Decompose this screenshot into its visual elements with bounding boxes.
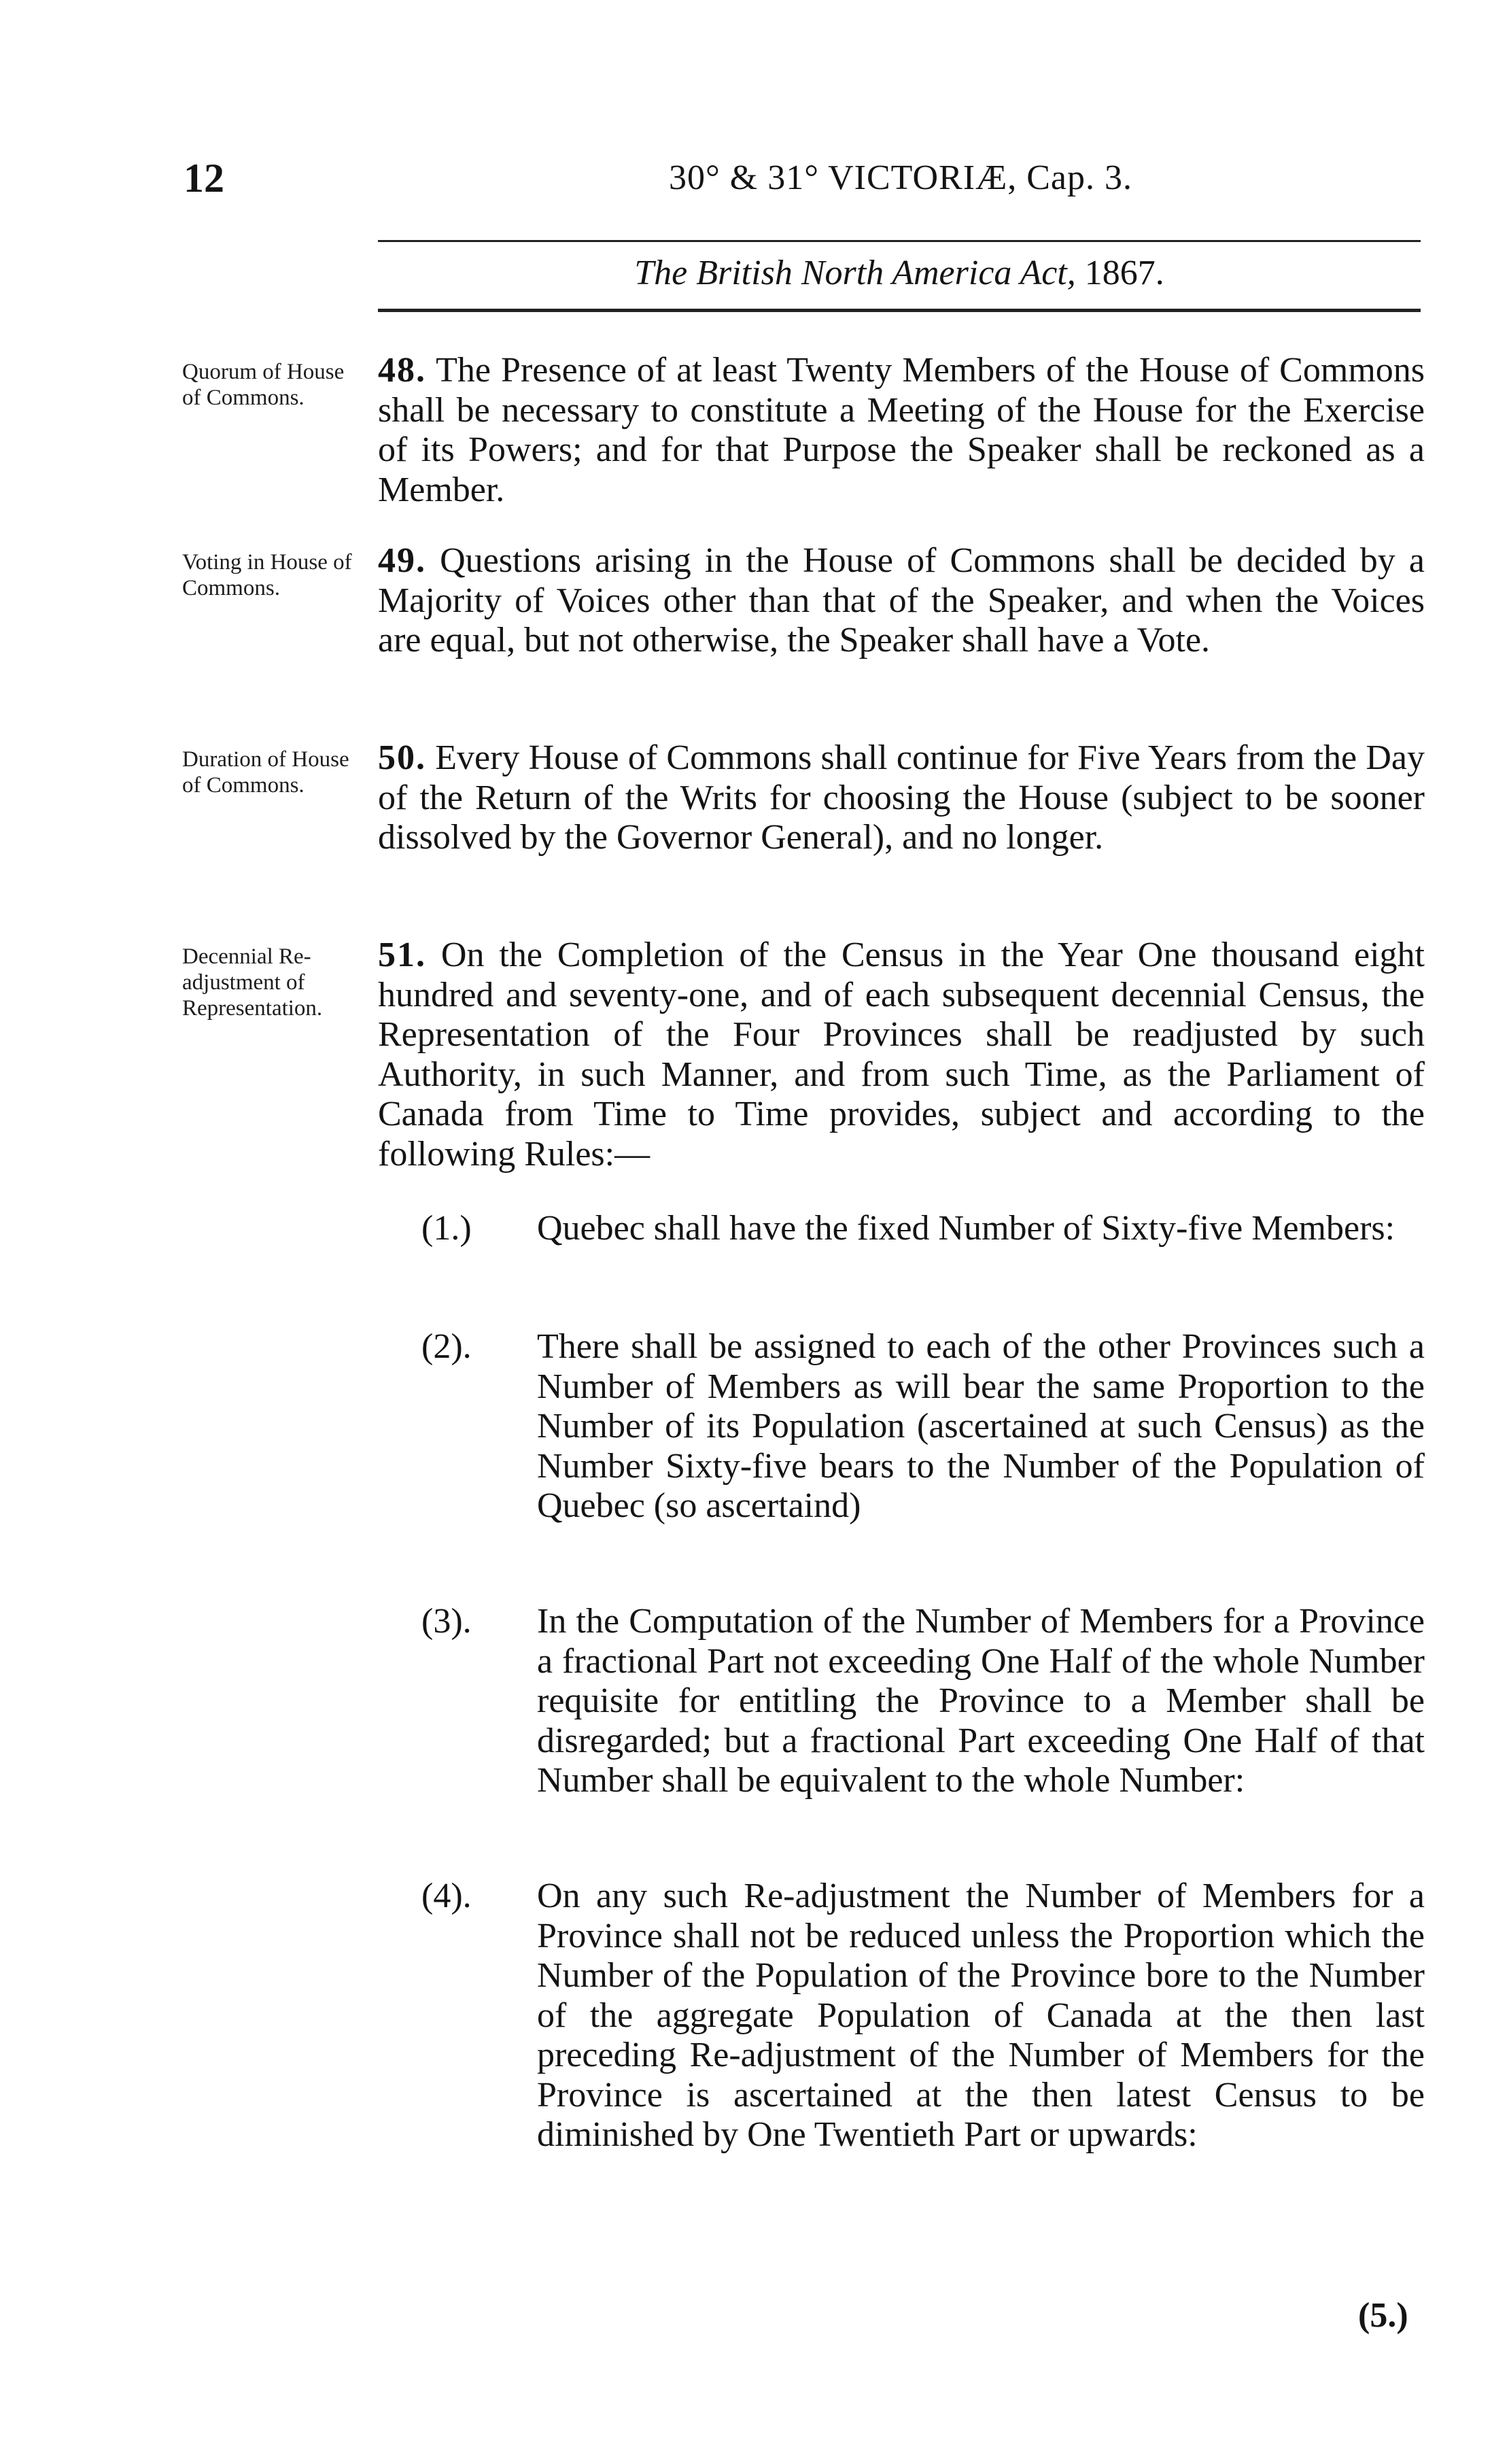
margin-note-voting: Voting in House of Commons. [182, 550, 352, 600]
rule-label: (4). [421, 1877, 472, 1915]
rule-3 [421, 1602, 1425, 1801]
rule-1 [421, 1209, 1425, 1249]
running-head: 30° & 31° VICTORIÆ, Cap. 3. [668, 158, 1133, 197]
section-number: 50. [378, 738, 426, 777]
header-rule-bottom [378, 309, 1421, 312]
section-text: The Presence of at least Twenty Members of the House of Commons shall be necessary to constitute a Meeting of the House for the Exercise of its Powers; and for that Purpose the Speaker shall be reckoned as a Member. [378, 351, 1425, 509]
rule-label: (1.) [421, 1209, 472, 1248]
section-number: 49. [378, 541, 426, 580]
section-49 [378, 541, 1425, 661]
section-50 [378, 738, 1425, 858]
section-48 [378, 351, 1425, 510]
margin-note-readjustment: Decennial Re-adjustment of Representation. [182, 944, 323, 1021]
section-text: Every House of Commons shall continue for Five Years from the Day of the Return of the Writs for choosing the House (subject to be sooner dissolved by the Governor General), and no longer. [378, 738, 1425, 857]
margin-note-quorum: Quorum of House of Commons. [182, 360, 345, 410]
act-title [378, 256, 1421, 291]
act-title-name: The British North America Act, [634, 254, 1076, 292]
header-rule-top [378, 240, 1421, 242]
section-text: On the Completion of the Census in the Year One thousand eight hundred and seventy-one, and of each subsequent decennial Census, the Representation of the Four Provinces shall be readjusted by such Authority, in such Manner, and from such Time, as the Parliament of Canada from Time to Time provides, subject and according to the following Rules:— [378, 936, 1425, 1174]
rule-text: On any such Re-adjustment the Number of Members for a Province shall not be reduced unless the Proportion which the Number of the Population of the Province bore to the Number of the aggregate Population of Canada at the then last preceding Re-adjustment of the Number of Members for the Province is ascertained at the then latest Census to be diminished by One Twentieth Part or upwards: [537, 1877, 1425, 2154]
rule-text: In the Computation of the Number of Members for a Province a fractional Part not exceeding One Half of the whole Number requisite for entitling the Province to a Member shall be disregarded; but a fractional Part exceeding One Half of that Number shall be equivalent to the whole Number: [537, 1602, 1425, 1800]
rule-text: Quebec shall have the fixed Number of Sixty-five Members: [537, 1209, 1395, 1248]
rule-label: (3). [421, 1602, 472, 1641]
section-number: 48. [378, 351, 426, 390]
margin-note-duration: Duration of House of Commons. [182, 747, 349, 798]
section-number: 51. [378, 936, 426, 974]
rule-text: There shall be assigned to each of the other Provinces such a Number of Members as will bear the same Proportion to the Number of its Population (ascertained at such Census) as the Number Sixty-five bears to the Number of the Population of Quebec (so ascertaind) [537, 1327, 1425, 1525]
page-number: 12 [184, 156, 224, 201]
rule-4 [421, 1877, 1425, 2155]
rule-label: (2). [421, 1327, 472, 1366]
act-title-year: 1867. [1084, 254, 1164, 292]
section-51 [378, 936, 1425, 1174]
section-text: Questions arising in the House of Commons shall be decided by a Majority of Voices other than that of the Speaker, and when the Voices are equal, but not otherwise, the Speaker shall have a Vote. [378, 541, 1425, 660]
rule-2 [421, 1327, 1425, 1526]
catchword: (5.) [1358, 2296, 1408, 2335]
